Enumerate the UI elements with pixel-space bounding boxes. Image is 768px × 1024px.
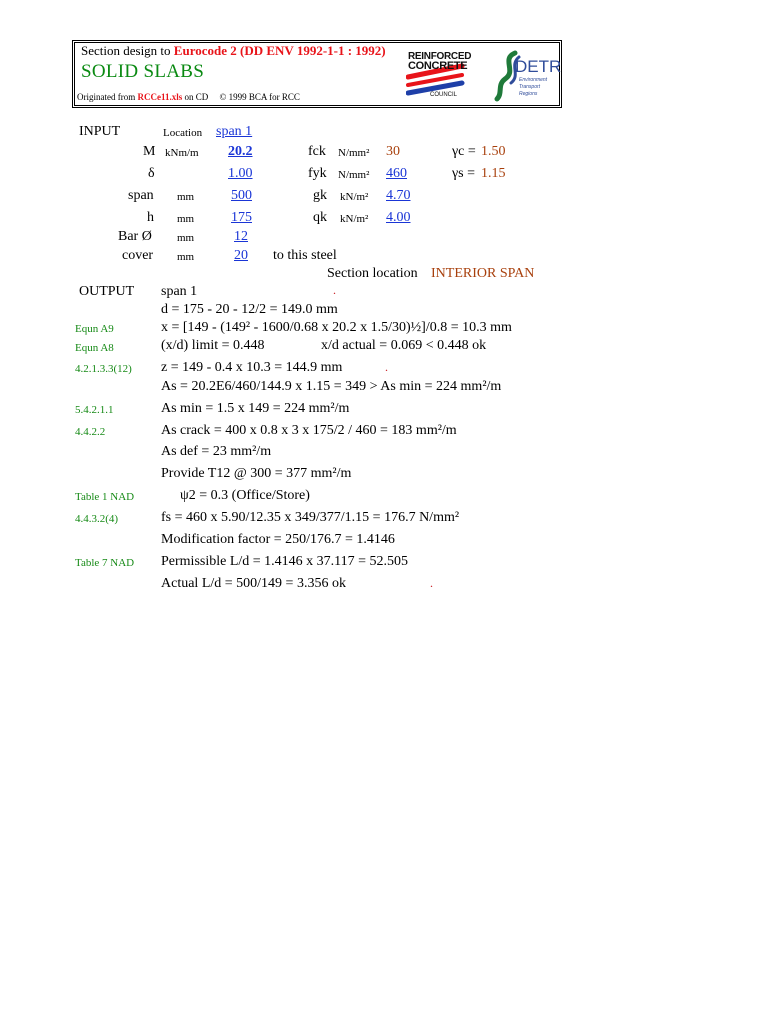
ref-equn-a9: Equn A9 <box>75 323 114 335</box>
m-label: M <box>143 144 156 159</box>
h-label: h <box>147 210 154 225</box>
bar-value[interactable]: 12 <box>234 229 248 244</box>
page-title: SOLID SLABS <box>81 61 205 82</box>
qk-unit: kN/m² <box>340 213 369 225</box>
calc-x: x = [149 - (149² - 1600/0.68 x 20.2 x 1.5/30)½]/0.8 = 10.3 mm <box>161 320 512 335</box>
span-label: span <box>128 188 154 203</box>
span-unit: mm <box>177 191 195 203</box>
header-box <box>72 40 562 108</box>
ref-4-2-1-3-3: 4.2.1.3.3(12) <box>75 363 132 375</box>
header-prefix: Section design to <box>81 43 174 58</box>
origin-prefix: Originated from <box>77 92 138 102</box>
detr-name: DETR <box>515 57 562 76</box>
calc-as-min: As min = 1.5 x 149 = 224 mm²/m <box>161 401 350 416</box>
output-span: span 1 <box>161 284 198 299</box>
fyk-value[interactable]: 460 <box>386 166 407 181</box>
section-location-value[interactable]: INTERIOR SPAN <box>431 266 535 281</box>
fyk-unit: N/mm² <box>338 169 370 181</box>
header-standard-line <box>81 43 386 59</box>
origin-file: RCCe11.xls <box>137 92 183 102</box>
bar-label: Bar Ø <box>118 229 152 244</box>
cover-note: to this steel <box>273 248 337 263</box>
calc-psi: ψ2 = 0.3 (Office/Store) <box>180 488 310 503</box>
gc-value[interactable]: 1.50 <box>481 144 506 159</box>
copyright: © 1999 BCA for RCC <box>219 92 300 102</box>
input-heading: INPUT <box>79 124 121 139</box>
cover-value[interactable]: 20 <box>234 248 248 263</box>
cover-unit: mm <box>177 251 195 263</box>
marker-dot: . <box>430 576 433 590</box>
qk-value[interactable]: 4.00 <box>386 210 411 225</box>
detr-logo <box>493 49 562 103</box>
delta-label: δ <box>148 166 155 181</box>
marker-dot: . <box>333 283 336 297</box>
ref-4-4-2-2: 4.4.2.2 <box>75 426 106 438</box>
calc-actual: Actual L/d = 500/149 = 3.356 ok <box>161 576 346 591</box>
detr-sub2: Transport <box>519 84 541 90</box>
m-unit: kNm/m <box>165 147 199 159</box>
marker-dot: . <box>385 360 388 374</box>
gk-unit: kN/m² <box>340 191 369 203</box>
bar-unit: mm <box>177 232 195 244</box>
cover-label: cover <box>122 248 154 263</box>
location-value[interactable]: span 1 <box>216 124 253 139</box>
detr-sub3: Regions <box>519 91 538 97</box>
gs-value[interactable]: 1.15 <box>481 166 506 181</box>
calc-modification: Modification factor = 250/176.7 = 1.4146 <box>161 532 395 547</box>
origin-suffix: on CD <box>182 92 209 102</box>
gk-label: gk <box>313 188 327 203</box>
ref-table-7-nad: Table 7 NAD <box>75 557 135 569</box>
rcc-line1: REINFORCED <box>408 51 472 62</box>
ref-equn-a8: Equn A8 <box>75 342 114 354</box>
gs-label: γs = <box>452 166 476 181</box>
calc-as: As = 20.2E6/460/144.9 x 1.15 = 349 > As min = 224 mm²/m <box>161 379 502 394</box>
rcc-logo <box>406 52 496 100</box>
h-value[interactable]: 175 <box>231 210 252 225</box>
calc-provide: Provide T12 @ 300 = 377 mm²/m <box>161 466 352 481</box>
rcc-line2: CONCRETE <box>408 60 468 72</box>
ref-4-4-3-2: 4.4.3.2(4) <box>75 513 119 525</box>
section-location-label: Section location <box>327 266 418 281</box>
header-eurocode: Eurocode 2 (DD ENV 1992-1-1 : 1992) <box>173 43 386 58</box>
location-label: Location <box>163 127 203 139</box>
ref-table-1-nad: Table 1 NAD <box>75 491 135 503</box>
calc-as-def: As def = 23 mm²/m <box>161 444 272 459</box>
gk-value[interactable]: 4.70 <box>386 188 411 203</box>
calc-permissible: Permissible L/d = 1.4146 x 37.117 = 52.505 <box>161 554 409 569</box>
fyk-label: fyk <box>308 166 327 181</box>
calc-xd-actual: x/d actual = 0.069 < 0.448 ok <box>321 338 487 353</box>
delta-value[interactable]: 1.00 <box>228 166 253 181</box>
span-value[interactable]: 500 <box>231 188 252 203</box>
calc-z: z = 149 - 0.4 x 10.3 = 144.9 mm <box>161 360 343 375</box>
calc-xd-limit: (x/d) limit = 0.448 <box>161 338 265 353</box>
m-value[interactable]: 20.2 <box>228 144 253 159</box>
fck-unit: N/mm² <box>338 147 370 159</box>
fck-value[interactable]: 30 <box>386 144 400 159</box>
output-heading: OUTPUT <box>79 284 135 299</box>
calc-fs: fs = 460 x 5.90/12.35 x 349/377/1.15 = 176.7 N/mm² <box>161 510 460 525</box>
gc-label: γc = <box>452 144 476 159</box>
h-unit: mm <box>177 213 195 225</box>
qk-label: qk <box>313 210 327 225</box>
rcc-line3: COUNCIL <box>430 92 458 98</box>
origin-line <box>77 92 300 102</box>
calc-as-crack: As crack = 400 x 0.8 x 3 x 175/2 / 460 = 183 mm²/m <box>161 423 457 438</box>
fck-label: fck <box>308 144 326 159</box>
detr-sub1: Environment <box>519 77 548 83</box>
calc-d: d = 175 - 20 - 12/2 = 149.0 mm <box>161 302 338 317</box>
ref-5-4-2-1-1: 5.4.2.1.1 <box>75 404 114 416</box>
